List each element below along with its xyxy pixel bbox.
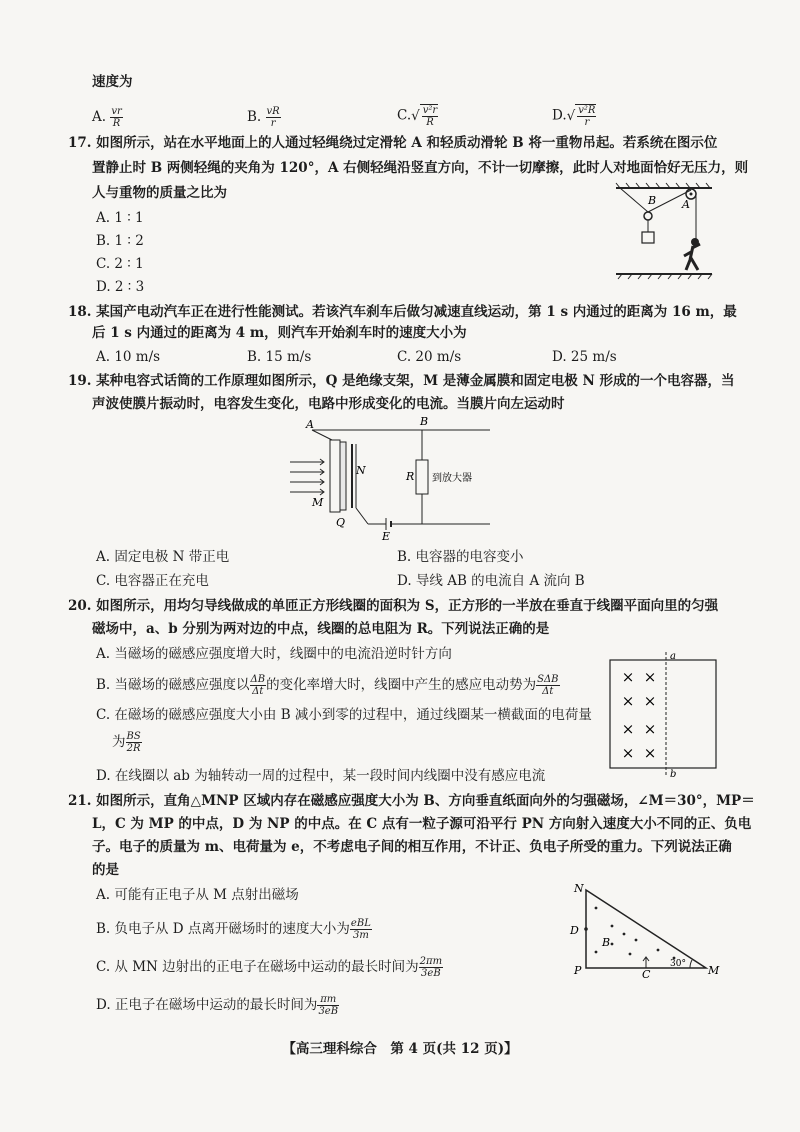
- q17-option-b: B. 1 ∶ 2: [96, 233, 144, 249]
- q21-stem-1: 21. 如图所示，直角△MNP 区域内存在磁感应强度大小为 B、方向垂直纸面向外的匀强磁场，∠M＝30°，MP＝: [68, 793, 755, 809]
- q19-option-c: C. 电容器正在充电: [96, 573, 209, 589]
- q18-stem-1: 18. 某国产电动汽车正在进行性能测试。若该汽车刹车后做匀减速直线运动，第 1 s 内通过的距离为 16 m，最: [68, 304, 737, 320]
- q16-option-c: C.√ $\frac{\text{v²r}}{R}$: [397, 105, 438, 128]
- q21-stem-3: 子。电子的质量为 m、电荷量为 e，不考虑电子间的相互作用，不计正、负电子所受的重力。下列说法正确: [92, 839, 732, 855]
- q20-field-cross: ×: [643, 720, 657, 738]
- q19-label-q: Q: [336, 516, 346, 529]
- q18-option-b: B. 15 m/s: [247, 349, 312, 365]
- q21-label-n: N: [574, 882, 584, 895]
- page-footer: 【高三理科综合 第 4 页(共 12 页)】: [282, 1041, 518, 1057]
- q20-label-b: b: [670, 769, 677, 780]
- q18-stem-2: 后 1 s 内通过的距离为 4 m，则汽车开始刹车时的速度大小为: [92, 325, 467, 341]
- q21-triangle-figure: [566, 878, 726, 982]
- q20-field-cross: ×: [621, 744, 635, 762]
- q20-field-cross: ×: [643, 744, 657, 762]
- q21-label-b: B: [602, 936, 611, 949]
- q20-stem-1: 20. 如图所示，用均匀导线做成的单匝正方形线圈的面积为 S，正方形的一半放在垂直于线圈平面向里的匀强: [68, 598, 719, 614]
- q19-stem-2: 声波使膜片振动时，电容发生变化，电路中形成变化的电流。当膜片向左运动时: [92, 396, 565, 412]
- q20-field-cross: ×: [643, 668, 657, 686]
- q20-option-b: B. 当磁场的磁感应强度以 $\frac{\Delta B}{\Delta t}$ 的变化率增大时，线圈中产生的感应电动势为 $\frac{\text{SΔB}}{\Delta t}$: [96, 674, 559, 697]
- q20-field-cross: ×: [643, 692, 657, 710]
- q21-option-c: C. 从 MN 边射出的正电子在磁场中运动的最长时间为 $\frac{2\pi m}{3eB}$: [96, 956, 443, 979]
- q20-stem-2: 磁场中，a、b 分别为两对边的中点，线圈的总电阻为 R。下列说法正确的是: [92, 621, 550, 637]
- q19-circuit-figure: [282, 414, 497, 542]
- q17-label-b: B: [648, 194, 657, 207]
- q21-stem-4: 的是: [92, 862, 119, 878]
- q21-label-angle: 30°: [670, 959, 686, 969]
- q18-option-d: D. 25 m/s: [552, 349, 617, 365]
- q17-stem-1: 17. 如图所示，站在水平地面上的人通过轻绳绕过定滑轮 A 和轻质动滑轮 B 将一重物吊起。若系统在图示位: [68, 135, 718, 151]
- q21-label-m: M: [708, 964, 720, 977]
- q20-coil-figure: [604, 650, 724, 780]
- q19-label-e: E: [382, 530, 391, 542]
- q19-option-d: D. 导线 AB 的电流自 A 流向 B: [397, 573, 585, 589]
- q16-option-d: D.√ $\frac{\text{v²R}}{r}$: [552, 105, 596, 128]
- q18-option-a: A. 10 m/s: [96, 349, 161, 365]
- q21-option-d: D. 正电子在磁场中运动的最长时间为 $\frac{\pi m}{3eB}$: [96, 994, 339, 1017]
- q16-option-a: A. $\frac{vr}{R}$: [92, 106, 122, 129]
- q18-option-c: C. 20 m/s: [397, 349, 462, 365]
- q21-option-b: B. 负电子从 D 点离开磁场时的速度大小为 $\frac{\text{eBL}}{3m}$: [96, 918, 371, 941]
- q16-option-b: B. $\frac{vR}{r}$: [247, 106, 280, 129]
- q21-option-a: A. 可能有正电子从 M 点射出磁场: [96, 887, 299, 903]
- q20-option-a: A. 当磁场的磁感应强度增大时，线圈中的电流沿逆时针方向: [96, 646, 452, 662]
- q17-stem-2: 置静止时 B 两侧轻绳的夹角为 120°，A 右侧轻绳沿竖直方向，不计一切摩擦，此时人对地面恰好无压力，则: [92, 160, 749, 176]
- q20-field-cross: ×: [621, 720, 635, 738]
- q17-label-a: A: [682, 198, 690, 211]
- q19-stem-1: 19. 某种电容式话筒的工作原理如图所示，Q 是绝缘支架，M 是薄金属膜和固定电极 N 形成的一个电容器，当: [68, 373, 735, 389]
- q19-option-a: A. 固定电极 N 带正电: [96, 549, 230, 565]
- q20-label-a: a: [670, 651, 676, 662]
- q19-option-b: B. 电容器的电容变小: [397, 549, 524, 565]
- q17-stem-3: 人与重物的质量之比为: [92, 185, 227, 201]
- q20-option-c-line2: 为 $\frac{BS}{2R}$: [112, 731, 141, 754]
- q19-label-n: N: [356, 464, 366, 477]
- q16-tail: 速度为: [92, 74, 133, 90]
- q21-stem-2: L，C 为 MP 的中点，D 为 NP 的中点。在 C 点有一粒子源可沿平行 PN 方向射入速度大小不同的正、负电: [92, 816, 752, 832]
- q19-label-a: A: [306, 418, 314, 431]
- q19-label-b: B: [420, 415, 429, 428]
- q19-label-amp: 到放大器: [432, 473, 472, 484]
- q17-option-a: A. 1 ∶ 1: [96, 210, 144, 226]
- q20-field-cross: ×: [621, 668, 635, 686]
- q21-label-c: C: [642, 968, 651, 981]
- q17-pulley-figure: [608, 182, 718, 286]
- q21-label-p: P: [574, 964, 582, 977]
- q19-label-r: R: [406, 470, 415, 483]
- q19-label-m: M: [312, 496, 324, 509]
- q17-option-c: C. 2 ∶ 1: [96, 256, 144, 272]
- q21-label-d: D: [570, 924, 579, 937]
- q20-option-d: D. 在线圈以 ab 为轴转动一周的过程中，某一段时间内线圈中没有感应电流: [96, 768, 546, 784]
- q17-option-d: D. 2 ∶ 3: [96, 279, 145, 295]
- q20-option-c-line1: C. 在磁场的磁感应强度大小由 B 减小到零的过程中，通过线圈某一横截面的电荷量: [96, 707, 592, 723]
- q20-field-cross: ×: [621, 692, 635, 710]
